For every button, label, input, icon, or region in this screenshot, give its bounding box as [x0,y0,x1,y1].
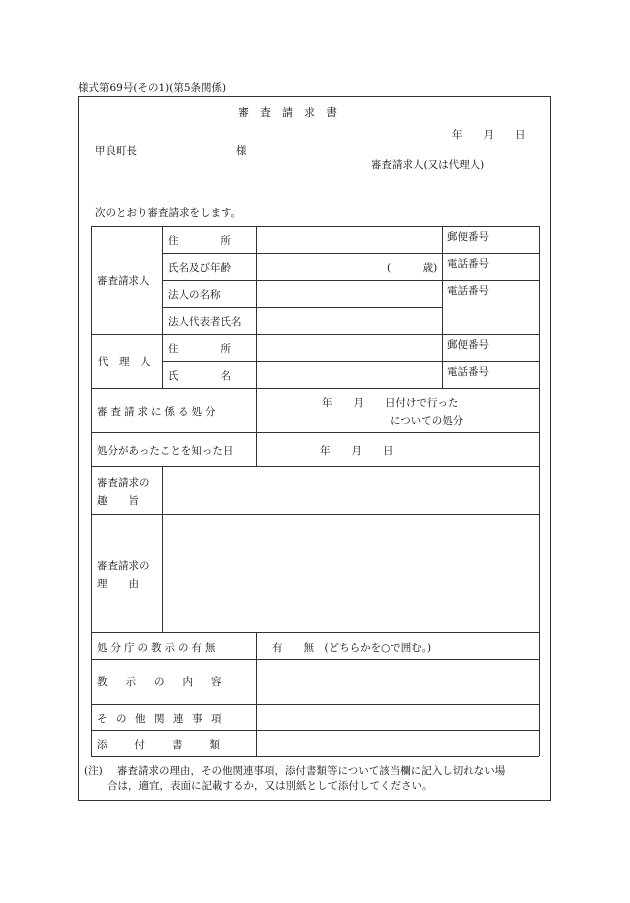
divider [91,466,539,467]
divider [162,466,163,632]
addressee: 甲良町長 [95,145,137,157]
instruction-value: 有 無 (どちらかを○で囲む。) [272,642,432,654]
divider [442,280,539,281]
divider [91,432,539,433]
purpose-field[interactable] [170,476,530,508]
form-number: 様式第69号(その1)(第5条関係) [78,82,227,94]
reason-label-2: 理 由 [97,578,139,590]
agent-name-field[interactable] [260,365,438,385]
agent-name-label: 氏 名 [168,370,231,382]
agent-phone-label: 電話番号 [447,366,489,378]
other-label: その他関連事項 [97,713,230,725]
divider [91,334,539,335]
divider [91,704,539,705]
known-date-value: 年 月 日 [320,445,394,457]
note-line-2: 合は，適宜，表面に記載するか，又は別紙として添付してください。 [107,780,433,792]
requester-signature-label: 審査請求人(又は代理人) [371,159,485,171]
instruction-label: 処分庁の教示の有無 [97,642,219,654]
divider [442,226,443,388]
divider [91,730,539,731]
age-placeholder: ( 歳) [387,262,438,274]
table-border-left [91,226,92,756]
requester-postal-label: 郵便番号 [447,231,489,243]
attachments-field[interactable] [260,733,535,753]
divider [162,307,442,308]
requester-address-field[interactable] [260,230,438,250]
requester-name-field[interactable] [260,257,380,277]
agent-postal-label: 郵便番号 [447,339,489,351]
requester-group-label: 審査請求人 [97,275,150,287]
requester-address-label: 住 所 [168,235,231,247]
disposition-line2: についての処分 [390,415,464,427]
instruction-content-field[interactable] [260,663,535,701]
instruction-content-label: 教示の内容 [97,676,240,688]
requester-phone-label-2: 電話番号 [447,285,489,297]
reason-field[interactable] [170,522,530,626]
intro-text: 次のとおり審査請求をします。 [95,207,242,219]
divider [256,388,257,466]
date-line: 年 月 日 [452,129,526,141]
known-date-label: 処分があったことを知った日 [97,445,234,457]
divider [162,361,539,362]
divider [256,632,257,756]
table-border-top [91,226,539,227]
agent-address-field[interactable] [260,338,438,358]
attachments-label: 添付書類 [97,739,247,751]
disposition-label: 審査請求に係る処分 [97,406,219,418]
divider [162,253,539,254]
corp-name-label: 法人の名称 [168,289,221,301]
table-border-right [539,226,540,756]
divider [91,388,539,389]
table-border-bottom [91,756,539,757]
corp-rep-label: 法人代表者氏名 [168,316,242,328]
agent-address-label: 住 所 [168,343,231,355]
other-field[interactable] [260,707,535,727]
requester-phone-label-1: 電話番号 [447,258,489,270]
corp-name-field[interactable] [260,284,438,304]
form-title: 審 査 請 求 書 [238,106,337,119]
note-mark: (注) [84,765,103,777]
agent-group-label: 代 理 人 [98,356,151,368]
honorific: 様 [236,145,247,157]
divider [162,280,442,281]
divider [91,514,539,515]
reason-label-1: 審査請求の [97,560,150,572]
requester-name-age-label: 氏名及び年齢 [168,262,231,274]
divider [91,632,539,633]
corp-rep-field[interactable] [260,311,438,331]
purpose-label-2: 趣 旨 [97,495,139,507]
note-line-1: 審査請求の理由，その他関連事項，添付書類等について該当欄に記入し切れない場 [117,765,506,777]
divider [91,659,539,660]
disposition-line1: 年 月 日付けで行った [322,397,459,409]
purpose-label-1: 審査請求の [97,477,150,489]
